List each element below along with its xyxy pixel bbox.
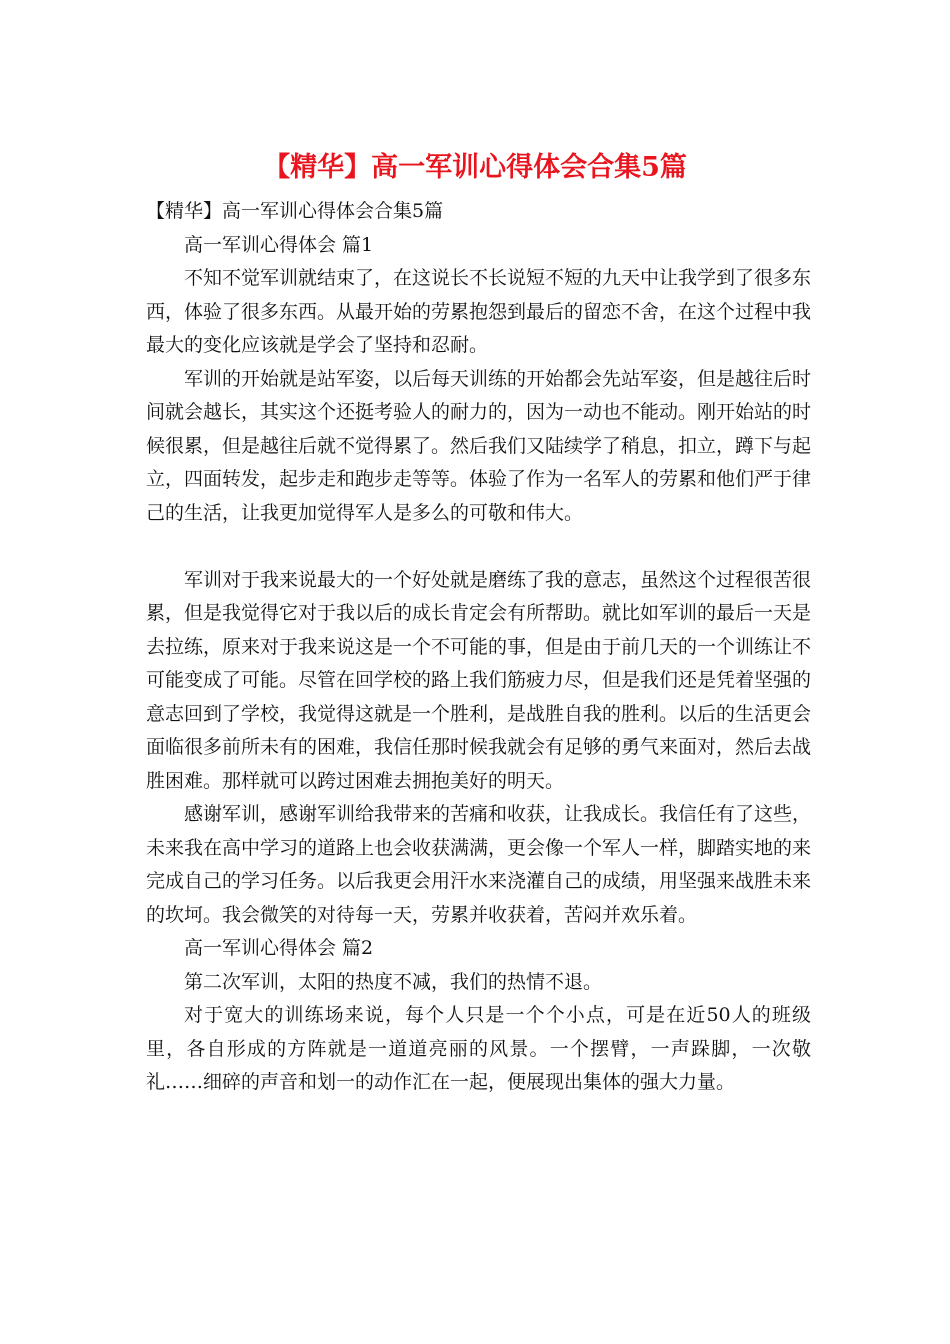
document-body bbox=[146, 195, 811, 1100]
paragraph: 军训的开始就是站军姿，以后每天训练的开始都会先站军姿，但是越往后时间就会越长，其实这个还挺考验人的耐力的，因为一动也不能动。刚开始站的时候很累，但是越往后就不觉得累了。然后我们又陆续学了稍息，扣立，蹲下与起立，四面转发，起步走和跑步走等等。体验了作为一名军人的劳累和他们严于律己的生活，让我更加觉得军人是多么的可敬和伟大。 bbox=[146, 367, 812, 524]
blank-line bbox=[146, 530, 811, 564]
section-heading-1: 高一军训心得体会 篇1 bbox=[184, 233, 374, 256]
document-title: 【精华】高一军训心得体会合集5篇 bbox=[263, 152, 687, 183]
paragraph: 感谢军训，感谢军训给我带来的苦痛和收获，让我成长。我信任有了这些，未来我在高中学习的道路上也会收获满满，更会像一个军人一样，脚踏实地的来完成自己的学习任务。以后我更会用汗水来浇灌自己的成绩，用坚强来战胜未来的坎坷。我会微笑的对待每一天，劳累并收获着，苦闷并欢乐着。 bbox=[146, 803, 812, 926]
section-heading-2: 高一军训心得体会 篇2 bbox=[184, 937, 374, 959]
paragraph: 对于宽大的训练场来说，每个人只是一个个小点，可是在近50人的班级里，各自形成的方阵就是一道道亮丽的风景。一个摆臂，一声跺脚，一次敬礼……细碎的声音和划一的动作汇在一起，便展现出集体的强大力量。 bbox=[146, 1004, 811, 1093]
paragraph: 不知不觉军训就结束了，在这说长不长说短不短的九天中让我学到了很多东西，体验了很多东西。从最开始的劳累抱怨到最后的留恋不舍，在这个过程中我最大的变化应该就是学会了坚持和忍耐。 bbox=[146, 267, 812, 356]
paragraph: 第二次军训，太阳的热度不减，我们的热情不退。 bbox=[184, 970, 603, 993]
document-subtitle: 【精华】高一军训心得体会合集5篇 bbox=[146, 200, 444, 222]
paragraph: 军训对于我来说最大的一个好处就是磨练了我的意志，虽然这个过程很苦很累，但是我觉得它对于我以后的成长肯定会有所帮助。就比如军训的最后一天是去拉练，原来对于我来说这是一个不可能的事，但是由于前几天的一个训练让不可能变成了可能。尽管在回学校的路上我们筋疲力尽，但是我们还是凭着坚强的意志回到了学校，我觉得这就是一个胜利，是战胜自我的胜利。以后的生活更会面临很多前所未有的困难，我信任那时候我就会有足够的勇气来面对，然后去战胜困难。那样就可以跨过困难去拥抱美好的明天。 bbox=[146, 568, 812, 792]
